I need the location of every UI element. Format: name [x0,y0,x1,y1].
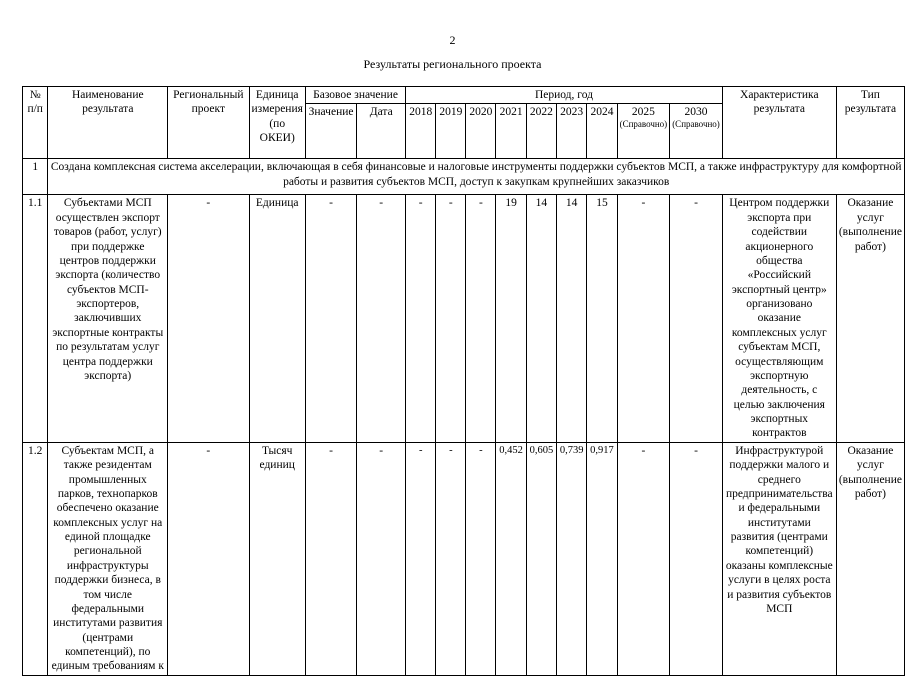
header-year-2018: 2018 [406,104,436,159]
header-unit: Единица измерения (по ОКЕИ) [249,87,305,159]
row-base-date: - [357,442,406,675]
row-name: Субъектами МСП осуществлен экспорт товаров (работ, услуг) при поддержке центров поддержки экспорта (количество субъектов МСП- экспортеров, заключивших экспортные контракты по результатам услуг центра поддержки экспорта) [48,195,168,442]
page-number: 2 [449,33,456,47]
row-value-2021: 0,452 [496,442,526,675]
table-row [23,442,905,675]
header-year-2021: 2021 [496,104,526,159]
row-characteristic: Инфраструктурой поддержки малого и среднего предпринимательства и федеральными институтами развития (центрами компетенций) оказаны комплексные услуги в целях роста и развития субъектов МСП [722,442,836,675]
header-num: № п/п [23,87,48,159]
results-table [22,86,905,676]
row-value-2020: - [466,195,496,442]
row-unit: Единица [249,195,305,442]
row-value-2019: - [436,195,466,442]
row-value-2023: 0,739 [557,442,587,675]
table-row [23,195,905,442]
header-year-2020: 2020 [466,104,496,159]
header-year-2019: 2019 [436,104,466,159]
header-characteristic: Характеристика результата [722,87,836,159]
header-year-2024: 2024 [587,104,617,159]
row-value-2025: - [617,442,670,675]
section-num: 1 [23,159,48,195]
row-value-2030: - [670,442,723,675]
year-2025-label: 2025 [631,106,655,119]
row-value-2022: 0,605 [526,442,556,675]
row-value-2021: 19 [496,195,526,442]
section-text: Создана комплексная система акселерации, включающая в себя финансовые и налоговые инструменты поддержки субъектов МСП, а также инфраструктуру для комфортной работы и развития субъектов МСП, доступ к закупкам крупнейших заказчиков [48,159,905,195]
header-year-2023: 2023 [557,104,587,159]
header-period: Период, год [406,87,723,104]
section-row [23,159,905,195]
row-unit: Тысяч единиц [249,442,305,675]
page-title: Результаты регионального проекта [363,57,542,71]
row-value-2024: 15 [587,195,617,442]
row-regional: - [168,195,249,442]
row-base-value: - [305,442,356,675]
row-characteristic: Центром поддержки экспорта при содействии акционерного общества «Российский экспортный центр» организовано оказание комплексных услуг субъектам МСП, осуществляющим экспортную деятельность, с целью заключения экспортных контрактов [722,195,836,442]
header-base-value: Значение [305,104,356,159]
row-value-2030: - [670,195,723,442]
row-value-2022: 14 [526,195,556,442]
header-base: Базовое значение [305,87,405,104]
row-value-2020: - [466,442,496,675]
header-year-2022: 2022 [526,104,556,159]
year-2030-label: 2030 [684,106,708,119]
row-base-value: - [305,195,356,442]
row-type: Оказание услуг (выполнение работ) [836,195,904,442]
header-type: Тип результата [836,87,904,159]
row-regional: - [168,442,249,675]
header-name: Наименование результата [48,87,168,159]
row-num: 1.2 [23,442,48,675]
year-2025-ref-note: (Справочно) [619,118,668,129]
row-type: Оказание услуг (выполнение работ) [836,442,904,675]
row-value-2019: - [436,442,466,675]
header-year-2030 [670,104,723,159]
row-value-2018: - [406,195,436,442]
row-num: 1.1 [23,195,48,442]
header-regional: Региональный проект [168,87,249,159]
row-value-2018: - [406,442,436,675]
row-name: Субъектам МСП, а также резидентам промышленных парков, технопарков обеспечено оказание комплексных услуг на единой площадке региональной инфраструктуры поддержки бизнеса, в том числе федеральными институтами развития (центрами компетенций), по единым требованиям к [48,442,168,675]
row-base-date: - [357,195,406,442]
year-2030-ref-note: (Справочно) [672,118,720,129]
row-value-2024: 0,917 [587,442,617,675]
header-year-2025 [617,104,670,159]
row-value-2025: - [617,195,670,442]
row-value-2023: 14 [557,195,587,442]
header-base-date: Дата [357,104,406,159]
